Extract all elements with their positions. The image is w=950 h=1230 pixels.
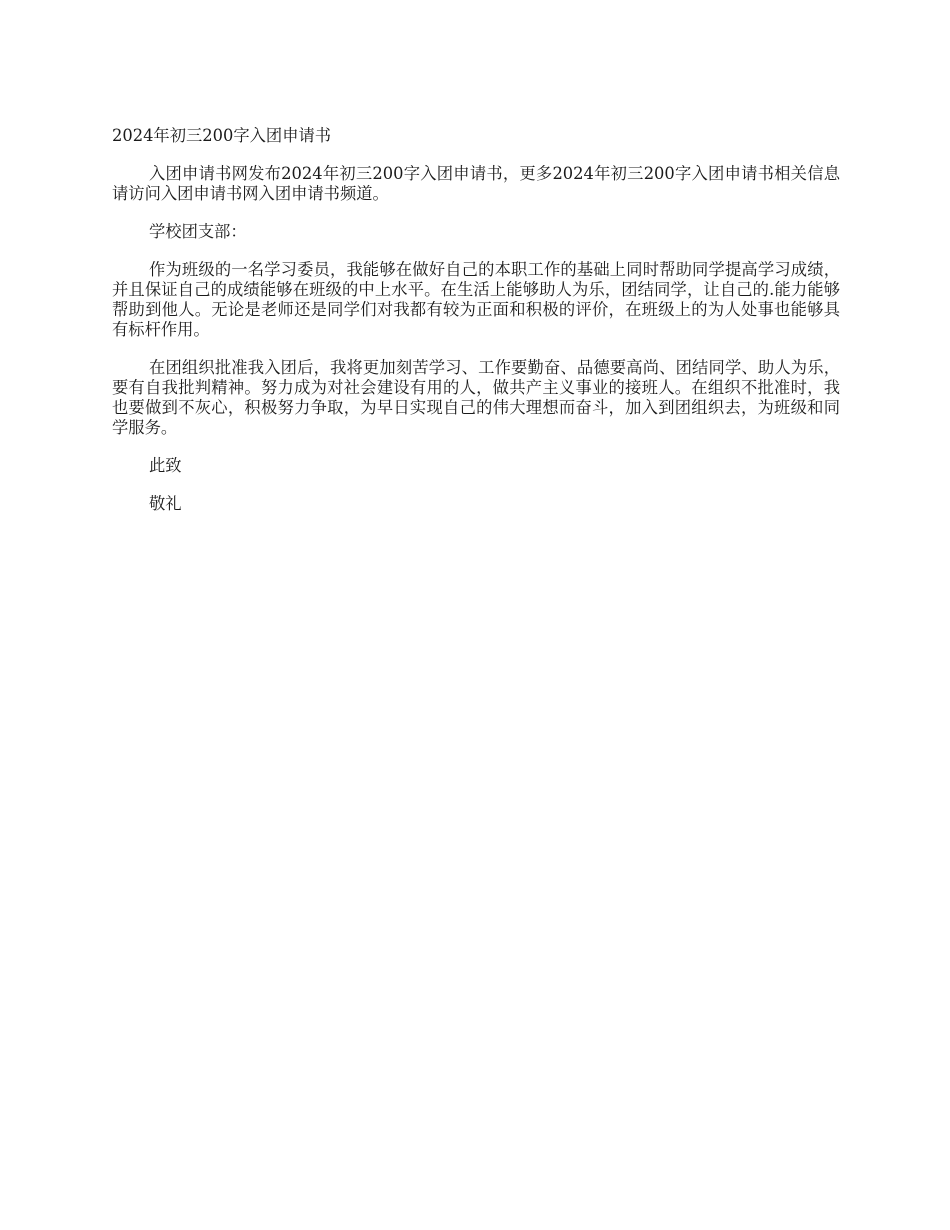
document-body: [112, 126, 840, 532]
closing-line-2: 敬礼: [149, 494, 182, 513]
salutation: 学校团支部：: [149, 222, 247, 241]
intro-paragraph: 入团申请书网发布2024年初三200字入团申请书，更多2024年初三200字入团申请书相关信息请访问入团申请书网入团申请书频道。: [112, 164, 840, 203]
document-title: 2024年初三200字入团申请书: [112, 126, 332, 145]
body-paragraph-1: 作为班级的一名学习委员，我能够在做好自己的本职工作的基础上同时帮助同学提高学习成绩，并且保证自己的成绩能够在班级的中上水平。在生活上能够助人为乐，团结同学，让自己的.能力能够帮助到他人。无论是老师还是同学们对我都有较为正面和积极的评价，在班级上的为人处事也能够具有标杆作用。: [112, 260, 840, 339]
closing-line-1: 此致: [149, 456, 182, 475]
body-paragraph-2: 在团组织批准我入团后，我将更加刻苦学习、工作要勤奋、品德要高尚、团结同学、助人为乐，要有自我批判精神。努力成为对社会建设有用的人，做共产主义事业的接班人。在组织不批准时，我也要做到不灰心，积极努力争取，为早日实现自己的伟大理想而奋斗，加入到团组织去，为班级和同学服务。: [112, 358, 840, 437]
